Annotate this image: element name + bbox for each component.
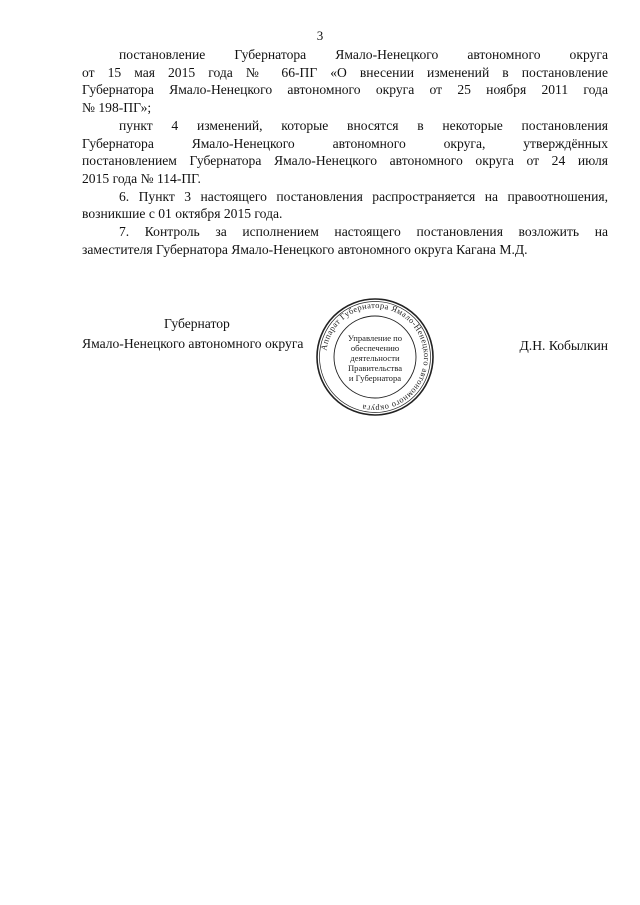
text-line: 2015 года № 114-ПГ.	[82, 170, 201, 186]
seal-center-line: обеспечению	[350, 343, 400, 353]
text-line: постановление Губернатора Ямало-Ненецкого автономного округа	[119, 47, 608, 62]
page-number: 3	[316, 28, 324, 43]
text-line: 6. Пункт 3 настоящего постановления распространяется на правоотношения,	[119, 188, 608, 204]
official-seal	[314, 296, 436, 418]
text-line: пункт 4 изменений, которые вносятся в некоторые постановления	[119, 117, 608, 133]
signature-block	[82, 300, 608, 426]
text-line: № 198-ПГ»;	[82, 100, 152, 116]
signatory-organization: Ямало-Ненецкого автономного округа	[82, 336, 304, 351]
text-line: Губернатора Ямало-Ненецкого автономного округа, утверждённых	[82, 135, 608, 151]
signatory-title: Губернатор	[164, 316, 230, 331]
text-line: 7. Контроль за исполнением настоящего постановления возложить на	[119, 224, 608, 240]
seal-center-line: и Губернатора	[348, 373, 402, 383]
paragraph-7	[82, 223, 608, 258]
text-line: Губернатора Ямало-Ненецкого автономного округа от 25 ноября 2011 года	[82, 82, 608, 98]
seal-center-line: деятельности	[350, 353, 400, 363]
text-line: от 15 мая 2015 года № 66-ПГ «О внесении изменений в постановление	[82, 64, 608, 80]
body-text	[82, 46, 608, 258]
paragraph-item-4	[82, 117, 608, 188]
seal-center-line: Правительства	[347, 363, 403, 373]
seal-ring-text: Аппарат Губернатора Ямало-Ненецкого автономного округа	[319, 300, 432, 414]
text-line: возникшие с 01 октября 2015 года.	[82, 206, 283, 222]
seal-center-line: Управление по	[347, 333, 403, 343]
signatory-name: Д.Н. Кобылкин	[519, 338, 608, 353]
text-line: постановлением Губернатора Ямало-Ненецкого автономного округа от 24 июля	[82, 153, 608, 169]
paragraph-6	[82, 188, 608, 223]
text-line: заместителя Губернатора Ямало-Ненецкого автономного округа Кагана М.Д.	[82, 241, 528, 257]
paragraph-decree-66	[82, 46, 608, 117]
